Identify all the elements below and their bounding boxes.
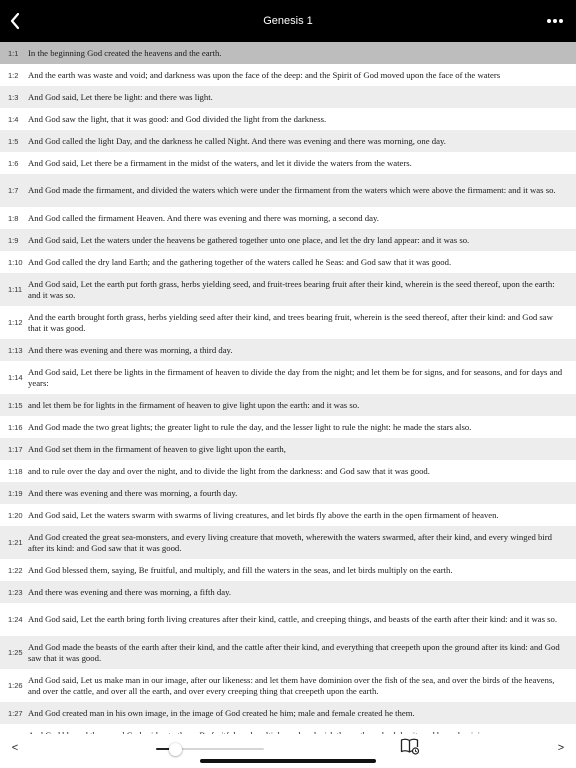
verse-list[interactable] (0, 42, 576, 734)
verse-number: 1:6 (8, 158, 19, 168)
verse-row[interactable] (0, 416, 576, 438)
verse-number: 1:22 (8, 565, 23, 575)
verse-row[interactable] (0, 207, 576, 229)
verse-row[interactable] (0, 108, 576, 130)
verse-row[interactable] (0, 306, 576, 339)
verse-text: And God said, Let there be light: and there was light. (28, 91, 213, 102)
page-title: Genesis 1 (263, 15, 313, 27)
verse-number: 1:3 (8, 92, 19, 102)
verse-number: 1:27 (8, 708, 23, 718)
verse-row[interactable] (0, 394, 576, 416)
book-icon (400, 737, 420, 755)
verse-number: 1:1 (8, 48, 19, 58)
book-button[interactable] (400, 737, 420, 755)
home-indicator (200, 759, 376, 763)
verse-number: 1:2 (8, 70, 19, 80)
verse-row[interactable] (0, 482, 576, 504)
verse-row[interactable] (0, 702, 576, 724)
verse-text: And the earth brought forth grass, herbs yielding seed after their kind, and trees bearing fruit, wherein is the seed thereof, after their kind: and God saw that it was good. (28, 311, 553, 333)
verse-row[interactable] (0, 669, 576, 702)
verse-row[interactable] (0, 174, 576, 207)
verse-text: And the earth was waste and void; and darkness was upon the face of the deep: and the Spirit of God moved upon the face of the waters (28, 69, 501, 80)
verse-text: And there was evening and there was morning, a third day. (28, 344, 233, 355)
verse-number: 1:8 (8, 213, 19, 223)
verse-row[interactable] (0, 64, 576, 86)
verse-text: And God called the firmament Heaven. And there was evening and there was morning, a second day. (28, 212, 379, 223)
ellipsis-icon (546, 18, 564, 24)
verse-text: And God called the light Day, and the darkness he called Night. And there was evening and there was morning, one day. (28, 135, 446, 146)
verse-row[interactable] (0, 504, 576, 526)
verse-text: And God created man in his own image, in the image of God created he him; male and female created he them. (28, 707, 415, 718)
back-button[interactable] (4, 9, 26, 33)
previous-chapter-button[interactable]: < (11, 742, 19, 754)
verse-text: And God called the dry land Earth; and the gathering together of the waters called he Seas: and God saw that it was good. (28, 256, 452, 267)
verse-text: And God set them in the firmament of heaven to give light upon the earth, (28, 443, 286, 454)
verse-text: And God said, Let there be a firmament in the midst of the waters, and let it divide the waters from the waters. (28, 157, 412, 168)
verse-row[interactable] (0, 130, 576, 152)
verse-text: In the beginning God created the heavens and the earth. (28, 47, 222, 58)
verse-number: 1:21 (8, 538, 23, 547)
verse-number: 1:19 (8, 488, 23, 498)
verse-text: And God said, Let the earth put forth grass, herbs yielding seed, and fruit-trees bearing fruit after their kind, wherein is the seed thereof, upon the earth: and it was so. (28, 278, 555, 300)
verse-number: 1:15 (8, 400, 23, 410)
verse-row[interactable] (0, 251, 576, 273)
verse-number: 1:14 (8, 373, 23, 382)
verse-text: And there was evening and there was morning, a fifth day. (28, 586, 232, 597)
verse-number: 1:23 (8, 587, 23, 597)
verse-row[interactable] (0, 526, 576, 559)
verse-number: 1:17 (8, 444, 23, 454)
verse-number: 1:9 (8, 235, 19, 245)
verse-row[interactable] (0, 339, 576, 361)
verse-row[interactable] (0, 581, 576, 603)
verse-text: And God said, Let there be lights in the firmament of heaven to divide the day from the night; and let them be for signs, and for seasons, and for days and years: (28, 366, 563, 388)
verse-text: And God said, Let the waters swarm with swarms of living creatures, and let birds fly above the earth in the open firmament of heaven. (28, 509, 499, 520)
verse-row[interactable] (0, 636, 576, 669)
verse-row[interactable] (0, 42, 576, 64)
verse-text: And God made the firmament, and divided the waters which were under the firmament from the waters which were above the firmament: and it was so. (28, 185, 556, 195)
verse-number: 1:16 (8, 422, 23, 432)
verse-number: 1:26 (8, 681, 23, 690)
more-button[interactable] (544, 11, 566, 31)
verse-number: 1:20 (8, 510, 23, 520)
next-chapter-button[interactable]: > (557, 742, 565, 754)
verse-number: 1:18 (8, 466, 23, 476)
slider-thumb[interactable] (169, 743, 182, 756)
verse-text: And God made the two great lights; the greater light to rule the day, and the lesser light to rule the night: he made the stars also. (28, 421, 472, 432)
chevron-left-icon (9, 12, 21, 30)
verse-row[interactable] (0, 559, 576, 581)
verse-number: 1:10 (8, 257, 23, 267)
font-size-slider[interactable] (156, 743, 264, 755)
verse-number: 1:11 (8, 285, 23, 294)
verse-text: And God made the beasts of the earth after their kind, and the cattle after their kind, and everything that creepeth upon the ground after its kind: and God saw that it was good. (28, 641, 560, 663)
verse-row[interactable] (0, 438, 576, 460)
verse-text: And God said, Let the earth bring forth living creatures after their kind, cattle, and creeping things, and beasts of the earth after their kind: and it was so. (28, 614, 558, 624)
verse-row[interactable] (0, 361, 576, 394)
verse-text: and let them be for lights in the firmament of heaven to give light upon the earth: and it was so. (28, 399, 360, 410)
verse-text: and to rule over the day and over the night, and to divide the light from the darkness: and God saw that it was good. (28, 465, 430, 476)
verse-number: 1:12 (8, 318, 23, 327)
verse-text: And God said, Let the waters under the heavens be gathered together unto one place, and let the dry land appear: and it was so. (28, 234, 470, 245)
verse-row[interactable] (0, 229, 576, 251)
verse-text: And God saw the light, that it was good: and God divided the light from the darkness. (28, 113, 327, 124)
verse-row[interactable] (0, 603, 576, 636)
nav-header (0, 0, 576, 42)
verse-row[interactable] (0, 152, 576, 174)
verse-number: 1:7 (8, 186, 19, 195)
verse-number: 1:4 (8, 114, 19, 124)
verse-number: 1:25 (8, 648, 23, 657)
verse-number: 1:24 (8, 615, 23, 624)
verse-text: And God blessed them, saying, Be fruitful, and multiply, and fill the waters in the seas, and let birds multiply on the earth. (28, 564, 453, 575)
verse-number: 1:13 (8, 345, 23, 355)
verse-number: 1:5 (8, 136, 19, 146)
verse-text: And God created the great sea-monsters, and every living creature that moveth, wherewith the waters swarmed, after their kind, and every winged bird after its kind: and God saw that it was good. (28, 531, 552, 553)
verse-row[interactable] (0, 460, 576, 482)
verse-row[interactable] (0, 273, 576, 306)
verse-text: And there was evening and there was morning, a fourth day. (28, 487, 238, 498)
verse-row[interactable] (0, 86, 576, 108)
verse-text: And God said, Let us make man in our image, after our likeness: and let them have dominion over the fish of the sea, and over the birds of the heavens, and over the cattle, and over all the earth, and over every creeping thing that creepeth upon the earth. (28, 674, 555, 696)
